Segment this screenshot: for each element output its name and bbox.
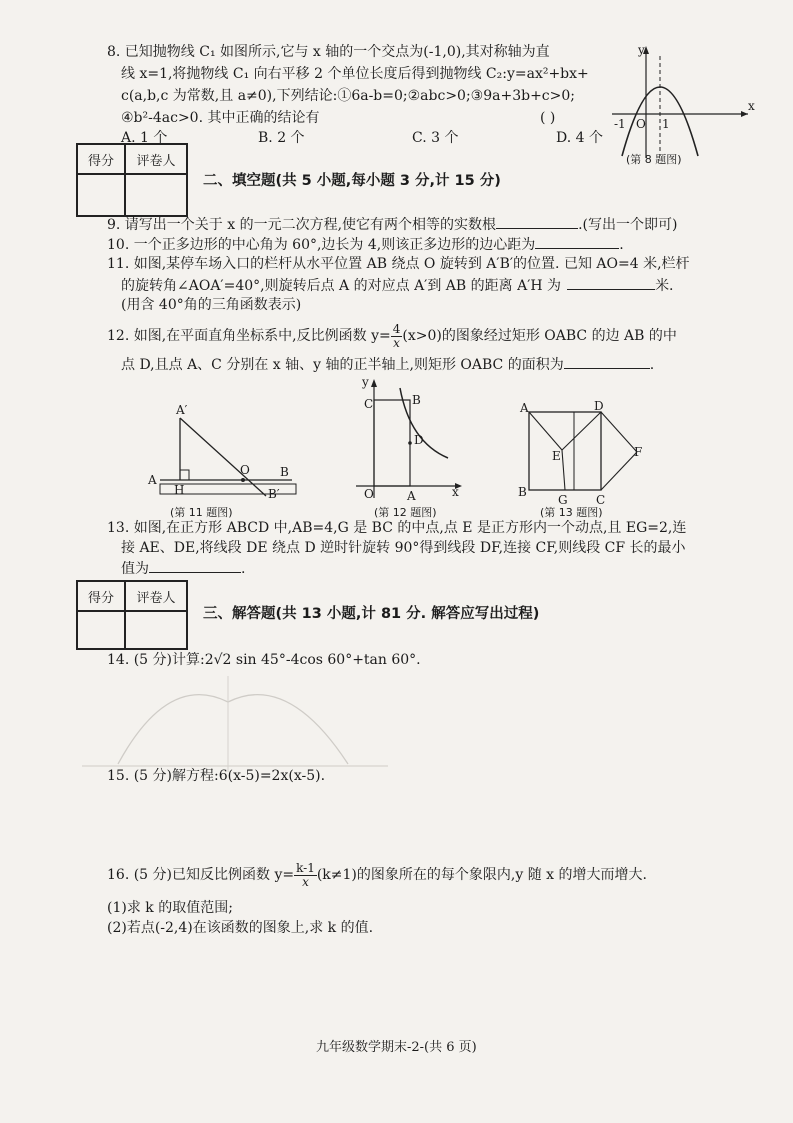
fig13-label-b: B xyxy=(518,485,527,499)
q16-line1 xyxy=(107,860,647,890)
q10-text xyxy=(107,234,624,255)
fig11-pivot-o xyxy=(241,478,245,482)
q13-line1: 13. 如图,在正方形 ABCD 中,AB=4,G 是 BC 的中点,点 E 是正方形内一个动点,且 EG=2,连 xyxy=(107,520,687,536)
fig13-segment-ae xyxy=(529,412,562,450)
grader-label: 评卷人 xyxy=(125,144,187,174)
q12-line1 xyxy=(107,321,677,351)
fig11-label-h: H xyxy=(174,483,185,497)
fig13-segment-df xyxy=(601,412,637,452)
q11-line1: 11. 如图,某停车场入口的栏杆从水平位置 AB 绕点 O 旋转到 A′B′的位置. 已知 AO=4 米,栏杆 xyxy=(107,256,690,272)
q10-answer-blank[interactable] xyxy=(535,234,619,249)
q8-line4: ④b²-4ac>0. 其中正确的结论有 xyxy=(121,110,320,126)
fig13-label-a: A xyxy=(520,401,529,415)
fig11-label-b: B xyxy=(280,465,289,479)
section-2-title: 二、填空题(共 5 小题,每小题 3 分,计 15 分) xyxy=(203,173,501,189)
q14-text: 14. (5 分)计算:2√2 sin 45°-4cos 60°+tan 60°. xyxy=(107,652,421,668)
fig11-label-o: O xyxy=(240,463,250,477)
fig13-label-f: F xyxy=(634,445,643,459)
fig8-label-origin: O xyxy=(636,117,646,131)
q12-prompt-pre: 12. 如图,在平面直角坐标系中,反比例函数 y= xyxy=(107,328,391,344)
q8-line3: c(a,b,c 为常数,且 a≠0),下列结论:①6a-b=0;②abc>0;③9a+3b+c>0; xyxy=(121,88,576,104)
figure-13-square xyxy=(512,400,652,512)
q12-fraction xyxy=(391,323,403,350)
page-footer: 九年级数学期末-2-(共 6 页) xyxy=(316,1040,477,1055)
fig13-caption: (第 13 题图) xyxy=(540,506,603,519)
q16-frac-den: x xyxy=(302,874,309,889)
section-3-title: 三、解答题(共 13 小题,计 81 分. 解答应写出过程) xyxy=(203,606,540,622)
q8-option-b: B. 2 个 xyxy=(258,130,305,146)
fig8-label-x: x xyxy=(748,99,755,113)
score-box-1 xyxy=(76,143,188,217)
q11-answer-blank[interactable] xyxy=(567,275,655,290)
q13-line3 xyxy=(121,558,245,579)
score-label: 得分 xyxy=(77,144,125,174)
fig12-label-c: C xyxy=(364,397,374,411)
q8-line1: 8. 已知抛物线 C₁ 如图所示,它与 x 轴的一个交点为(-1,0),其对称轴为直 xyxy=(107,44,550,60)
q13-answer-blank[interactable] xyxy=(149,558,241,573)
fig8-label-one: 1 xyxy=(662,117,670,131)
score-box-2 xyxy=(76,580,188,650)
fig13-label-d: D xyxy=(594,400,604,413)
q16-fraction xyxy=(294,862,317,889)
fig12-point-d xyxy=(408,441,412,445)
fig11-label-a1: A′ xyxy=(176,403,188,417)
q12-prompt-post: (x>0)的图象经过矩形 OABC 的边 AB 的中 xyxy=(402,328,677,344)
q11-line2-tail: 米. xyxy=(655,278,674,294)
q8-option-c: C. 3 个 xyxy=(412,130,459,146)
fig8-label-y: y xyxy=(638,43,645,57)
fig12-hyperbola-curve xyxy=(400,388,448,458)
q10-prompt: 10. 一个正多边形的中心角为 60°,边长为 4,则该正多边形的边心距为 xyxy=(107,237,536,253)
q16-prompt-post: (k≠1)的图象所在的每个象限内,y 随 x 的增大而增大. xyxy=(316,867,647,883)
fig8-label-minus-one: -1 xyxy=(614,117,626,131)
score-field-2[interactable] xyxy=(77,611,125,649)
q15-text: 15. (5 分)解方程:6(x-5)=2x(x-5). xyxy=(107,768,326,784)
fig12-label-o: O xyxy=(364,487,374,501)
fig11-label-a: A xyxy=(148,473,157,487)
q13-line3-tail: . xyxy=(241,561,246,577)
q8-option-a: A. 1 个 xyxy=(121,130,168,146)
fig13-segment-de xyxy=(562,412,601,450)
q16-part1: (1)求 k 的取值范围; xyxy=(107,900,233,916)
grader-label-2: 评卷人 xyxy=(125,581,187,611)
fig11-caption: (第 11 题图) xyxy=(170,506,233,519)
q12-line2 xyxy=(121,354,654,375)
score-label-2: 得分 xyxy=(77,581,125,611)
q11-line2 xyxy=(121,275,674,296)
q16-frac-num: k-1 xyxy=(296,860,315,875)
q9-prompt: 9. 请写出一个关于 x 的一元二次方程,使它有两个相等的实数根 xyxy=(107,217,497,233)
fig13-segment-cf xyxy=(601,452,637,490)
fig12-rectangle-oabc xyxy=(374,400,410,486)
fig12-label-y: y xyxy=(362,375,369,389)
fig8-caption: (第 8 题图) xyxy=(626,153,682,166)
q16-part2: (2)若点(-2,4)在该函数的图象上,求 k 的值. xyxy=(107,920,374,936)
q8-answer-paren: ( ) xyxy=(540,110,556,126)
q13-line2: 接 AE、DE,将线段 DE 绕点 D 逆时针旋转 90°得到线段 DF,连接 CF,则线段 CF 长的最小 xyxy=(121,540,686,556)
fig12-caption: (第 12 题图) xyxy=(374,506,437,519)
q16-prompt-pre: 16. (5 分)已知反比例函数 y= xyxy=(107,867,295,883)
q11-line3: (用含 40°角的三角函数表示) xyxy=(121,297,302,313)
q10-tail: . xyxy=(619,237,624,253)
grader-field-2[interactable] xyxy=(125,611,187,649)
q12-answer-blank[interactable] xyxy=(564,354,650,369)
figure-11-barrier xyxy=(140,398,300,513)
q13-line3-prompt: 值为 xyxy=(121,561,149,577)
q12-frac-den: x xyxy=(393,335,400,350)
fig11-right-angle-mark xyxy=(180,470,189,480)
q9-tail: .(写出一个即可) xyxy=(578,217,678,233)
q12-frac-num: 4 xyxy=(392,321,401,336)
q12-line2-tail: . xyxy=(649,357,655,373)
fig13-segment-eg xyxy=(562,450,565,490)
q9-answer-blank[interactable] xyxy=(496,214,578,229)
q8-option-d: D. 4 个 xyxy=(556,130,603,146)
q9-text xyxy=(107,214,677,235)
fig12-label-a: A xyxy=(407,489,416,503)
grader-field[interactable] xyxy=(125,174,187,216)
fig11-label-b1: B′ xyxy=(268,487,280,501)
q11-line2-prompt: 的旋转角∠AOA′=40°,则旋转后点 A 的对应点 A′到 AB 的距离 A′H 为 xyxy=(121,278,562,294)
fig12-label-d: D xyxy=(414,433,424,447)
fig12-label-x: x xyxy=(452,485,459,499)
fig13-label-g: G xyxy=(558,493,568,507)
fig12-label-b: B xyxy=(412,393,421,407)
q8-line2: 线 x=1,将抛物线 C₁ 向右平移 2 个单位长度后得到抛物线 C₂:y=ax²+bx+ xyxy=(121,66,589,82)
figure-12-hyperbola xyxy=(352,374,467,504)
figure-8-parabola xyxy=(608,38,758,168)
fig13-label-e: E xyxy=(552,449,561,463)
fig13-label-c: C xyxy=(596,493,606,507)
score-field[interactable] xyxy=(77,174,125,216)
q12-line2-prompt: 点 D,且点 A、C 分别在 x 轴、y 轴的正半轴上,则矩形 OABC 的面积为 xyxy=(121,357,564,373)
